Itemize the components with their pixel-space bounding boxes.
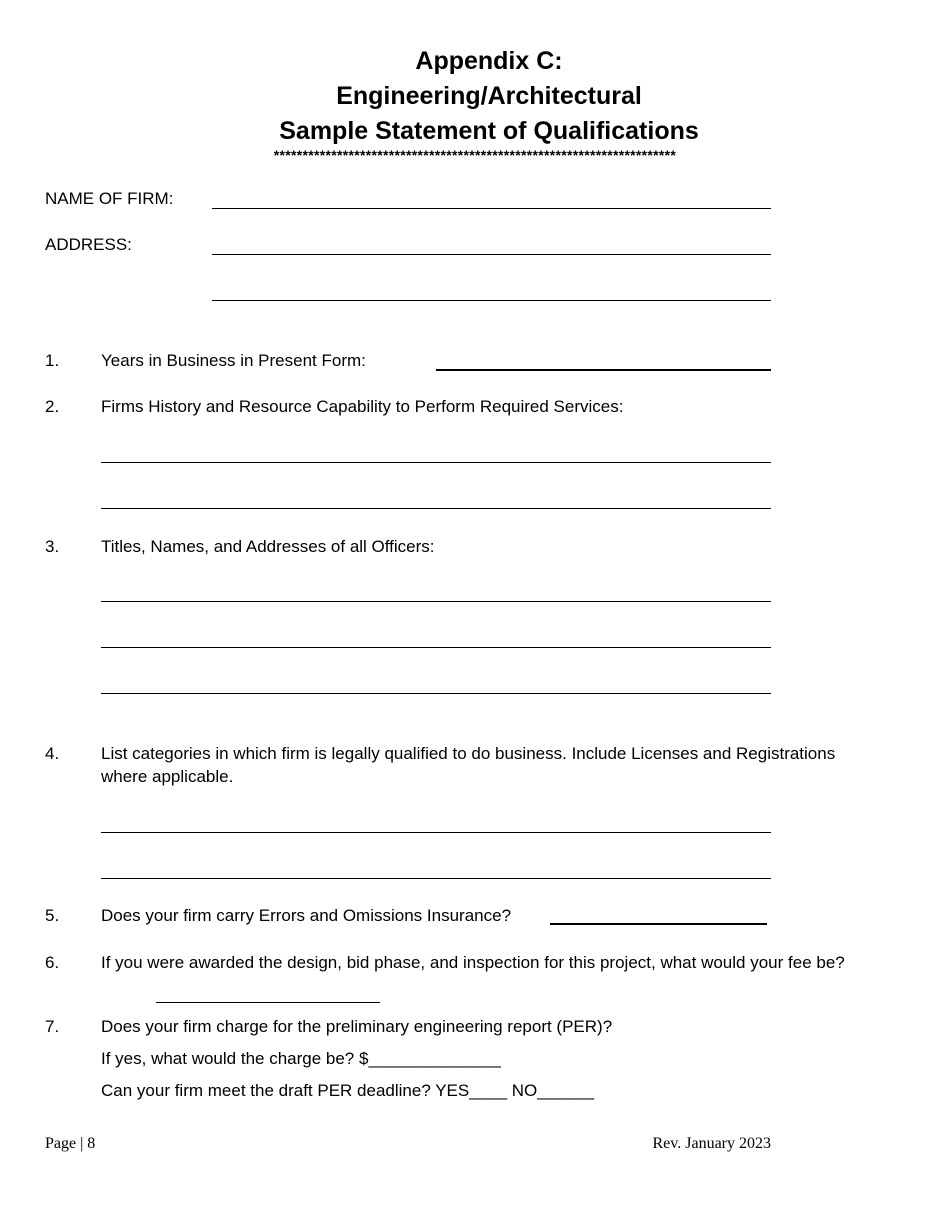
firm-name-field[interactable]: [212, 208, 771, 209]
question-2-number: 2.: [45, 397, 60, 416]
firm-history-field-line-2[interactable]: [101, 508, 771, 509]
fee-field[interactable]: [156, 1002, 380, 1003]
question-4-number: 4.: [45, 744, 60, 763]
question-7-number: 7.: [45, 1017, 60, 1036]
page-number: Page | 8: [45, 1135, 96, 1152]
firm-history-field-line-1[interactable]: [101, 462, 771, 463]
question-4-text: List categories in which firm is legally qualified to do business. Include Licenses and Registrations: [101, 744, 836, 763]
question-7-text: Does your firm charge for the preliminary engineering report (PER)?: [101, 1017, 613, 1036]
officers-field-line-1[interactable]: [101, 601, 771, 602]
question-4-text-continued: where applicable.: [101, 767, 234, 786]
per-charge-question[interactable]: If yes, what would the charge be? $______________: [101, 1049, 501, 1068]
years-in-business-field[interactable]: [436, 369, 771, 371]
question-5-text: Does your firm carry Errors and Omissions Insurance?: [101, 906, 512, 925]
question-6-number: 6.: [45, 953, 60, 972]
title-line-3: Sample Statement of Qualifications: [279, 117, 699, 145]
question-3-number: 3.: [45, 537, 60, 556]
question-5-number: 5.: [45, 906, 60, 925]
address-field-line-1[interactable]: [212, 254, 771, 255]
insurance-field[interactable]: [550, 923, 767, 925]
per-deadline-question[interactable]: Can your firm meet the draft PER deadline? YES____ NO______: [101, 1081, 594, 1100]
licenses-field-line-2[interactable]: [101, 878, 771, 879]
firm-name-label: NAME OF FIRM:: [45, 189, 174, 208]
question-6-text: If you were awarded the design, bid phase, and inspection for this project, what would your fee be?: [101, 953, 845, 972]
officers-field-line-3[interactable]: [101, 693, 771, 694]
revision-date: Rev. January 2023: [652, 1135, 771, 1152]
licenses-field-line-1[interactable]: [101, 832, 771, 833]
question-3-text: Titles, Names, and Addresses of all Officers:: [101, 537, 435, 556]
address-label: ADDRESS:: [45, 235, 132, 254]
separator-stars: **********************************************************************: [273, 147, 677, 163]
question-1-text: Years in Business in Present Form:: [101, 351, 366, 370]
address-field-line-2[interactable]: [212, 300, 771, 301]
question-2-text: Firms History and Resource Capability to Perform Required Services:: [101, 397, 624, 416]
question-1-number: 1.: [45, 351, 60, 370]
officers-field-line-2[interactable]: [101, 647, 771, 648]
title-line-1: Appendix C:: [415, 47, 563, 75]
title-line-2: Engineering/Architectural: [336, 82, 642, 110]
